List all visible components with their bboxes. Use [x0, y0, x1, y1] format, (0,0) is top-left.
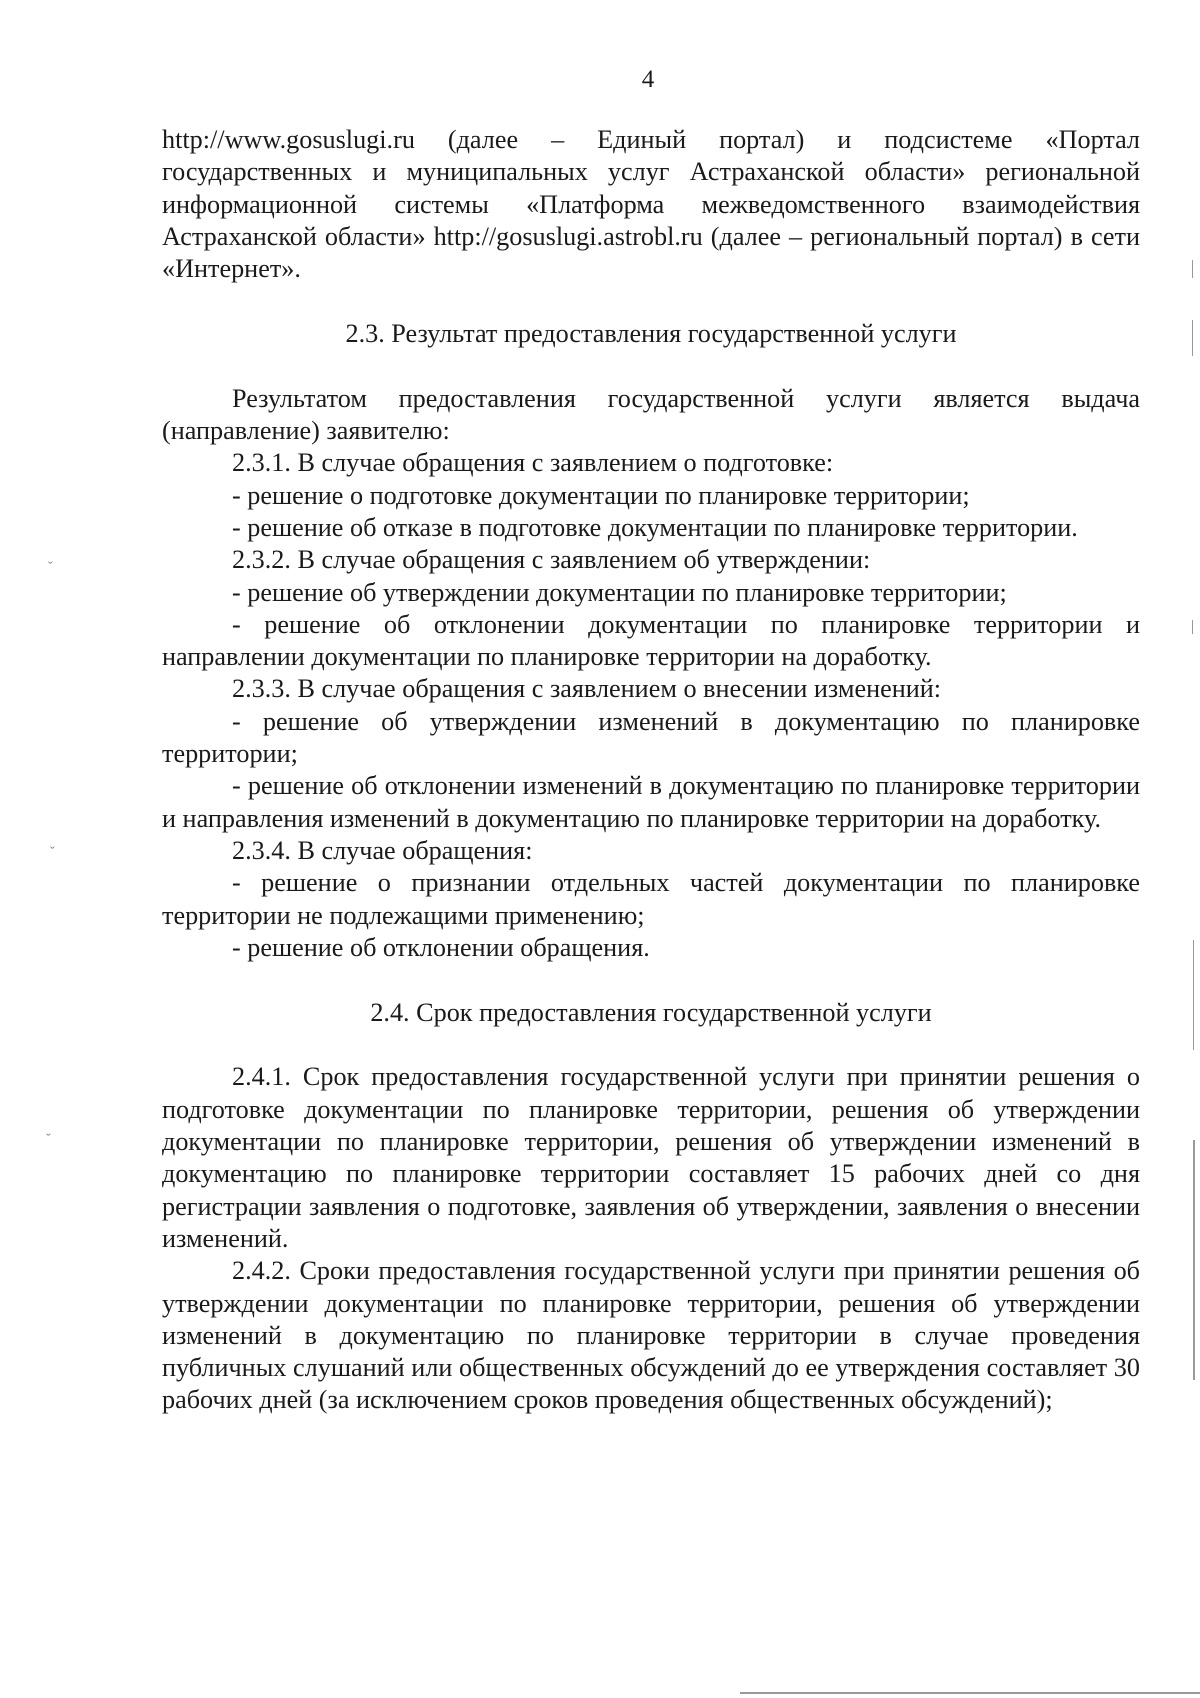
scan-edge-line	[1192, 260, 1193, 278]
section-heading-2-3: 2.3. Результат предоставления государственной услуги	[345, 319, 957, 349]
list-item: - решение об утверждении изменений в документацию по планировке территории;	[162, 706, 1140, 769]
paragraph-2-3-4: 2.3.4. В случае обращения:	[232, 835, 533, 865]
scan-speck: ˇ	[50, 845, 55, 860]
list-item: - решение об отклонении изменений в документацию по планировке территории и направления изменений в документацию по планировке территории на доработку.	[162, 771, 1140, 833]
scan-speck: ˇ	[46, 1132, 51, 1147]
scan-speck: ˇ	[48, 560, 53, 575]
paragraph-2-3-1: 2.3.1. В случае обращения с заявлением о подготовке:	[232, 448, 834, 478]
paragraph-result-intro: Результатом предоставления государственной услуги является выдача (направление) заявителю:	[162, 383, 1140, 446]
section-heading-2-4: 2.4. Срок предоставления государственной услуги	[370, 998, 932, 1028]
scan-edge-line	[1192, 320, 1193, 356]
scan-edge-line	[1193, 1140, 1195, 1380]
document-body	[162, 124, 1140, 1417]
page-number: 4	[641, 66, 655, 93]
scan-edge-line	[1192, 620, 1193, 634]
list-item: - решение об отклонении обращения.	[232, 932, 650, 962]
paragraph-2-3-2: 2.3.2. В случае обращения с заявлением об утверждении:	[232, 545, 871, 575]
paragraph-portal-links: http://www.gosuslugi.ru (далее – Единый портал) и подсистеме «Портал государственных и муниципальных услуг Астраханской области» региональной информационной системы «Платформа межведомственного взаимодействия Астраханской области» http://gosuslugi.astrobl.ru (далее – региональный портал) в сети «Интернет».	[162, 125, 1140, 284]
list-item: - решение об отклонении документации по планировке территории и направлении документации по планировке территории на доработку.	[162, 609, 1140, 672]
list-item: - решение о признании отдельных частей документации по планировке территории не подлежащими применению;	[162, 868, 1140, 930]
list-item: - решение об утверждении документации по планировке территории;	[232, 577, 1007, 607]
scan-edge-line	[1193, 940, 1194, 1050]
list-item: - решение об отказе в подготовке документации по планировке территории.	[232, 512, 1078, 542]
paragraph-2-4-1: 2.4.1. Срок предоставления государственной услуги при принятии решения о подготовке документации по планировке территории, решения об утверждении документации по планировке территории, решения об утверждении изменений в документацию по планировке территории составляет 15 рабочих дней со дня регистрации заявления о подготовке, заявления об утверждении, заявления о внесении изменений.	[162, 1062, 1140, 1253]
scan-edge-line	[740, 1692, 1200, 1694]
paragraph-2-4-2: 2.4.2. Сроки предоставления государственной услуги при принятии решения об утверждении документации по планировке территории, решения об утверждении изменений в документацию по планировке территории в случае проведения публичных слушаний или общественных обсуждений до ее утверждения составляет 30 рабочих дней (за исключением сроков проведения общественных обсуждений);	[162, 1256, 1140, 1415]
paragraph-2-3-3: 2.3.3. В случае обращения с заявлением о внесении изменений:	[232, 674, 942, 704]
list-item: - решение о подготовке документации по планировке территории;	[232, 480, 970, 510]
